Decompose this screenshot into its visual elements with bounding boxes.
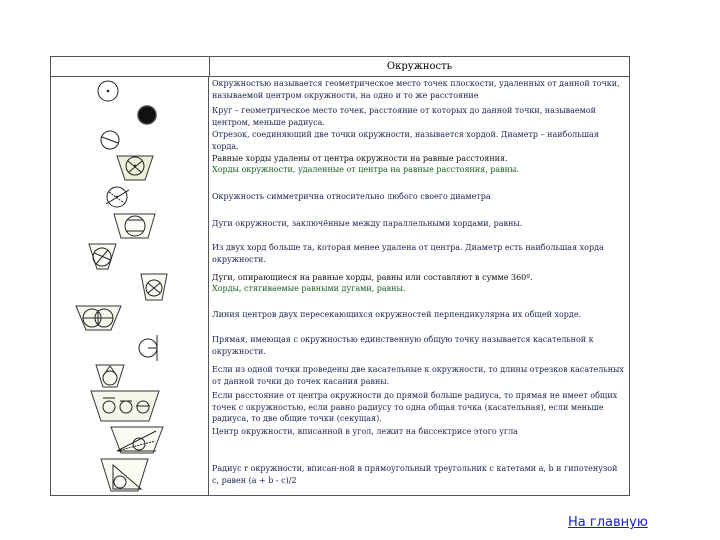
- figure-cell: [51, 363, 209, 389]
- right-triangle-incircle-figure-icon: [51, 455, 209, 495]
- table-row: [51, 104, 629, 128]
- table-row: [51, 455, 629, 495]
- chord-figure-icon: [51, 128, 209, 152]
- row-text: Дуги, опирающиеся на равные хорды, равны или составляют в сумме 360º.: [212, 273, 533, 282]
- figure-cell: [51, 104, 209, 128]
- symmetry-figure-icon: [51, 184, 209, 211]
- larger-chord-figure-icon: [51, 241, 209, 271]
- row-text: Если расстояние от центра окружности до прямой больше радиуса, то прямая не имеет общих точек с окружностью, если равно радиусу то одна общая точка (касательная), если меньше радиуса, то две общие точки (секущая).: [212, 391, 618, 423]
- table-row: [51, 211, 629, 241]
- row-text: Если из одной точки проведены две касательные к окружности, то длины отрезков касательных от данной точки до точек касания равны.: [212, 365, 624, 386]
- figure-cell: [51, 211, 209, 241]
- table-row: [51, 241, 629, 271]
- row-text: Окружностью называется геометрическое место точек плоскости, удаленных от данной точки, называемой центром окружности, на одно и то же расстояние: [212, 79, 620, 100]
- figure-cell: [51, 389, 209, 425]
- row-text: Центр окружности, вписанной в угол, лежит на биссектрисе этого угла: [212, 427, 518, 436]
- equal-chords-figure-icon: [51, 152, 209, 184]
- figure-cell: [51, 184, 209, 211]
- table-row: [51, 271, 629, 303]
- two-tangents-figure-icon: [51, 363, 209, 389]
- figure-cell: [51, 77, 209, 104]
- table-row: [51, 303, 629, 333]
- main-page-link[interactable]: На главную: [568, 515, 648, 530]
- row-text: Круг – геометрическое место точек, расстояние от которых до данной точки, называемой центром, меньше радиуса.: [212, 106, 597, 127]
- figure-cell: [51, 152, 209, 184]
- theory-table: [50, 56, 630, 496]
- row-text: Хорды окружности, удаленные от центра на равные расстояния, равны.: [212, 165, 519, 174]
- title-empty-cell: [51, 57, 210, 76]
- equal-arcs-figure-icon: [51, 271, 209, 303]
- figure-cell: [51, 303, 209, 333]
- table-row: [51, 363, 629, 389]
- row-text: Хорды, стягиваемые равными дугами, равны.: [212, 284, 406, 293]
- row-text: Радиус r окружности, вписан-ной в прямоугольный треугольник с катетами a, b и гипотенузой c, равен (a + b - c)/2: [212, 464, 618, 485]
- row-text: Дуги окружности, заключённые между параллельными хордами, равны.: [212, 219, 523, 228]
- table-row: [51, 425, 629, 455]
- title-row: [51, 57, 629, 77]
- row-text: Окружность симметрична относительно любого своего диаметра: [212, 192, 491, 201]
- table-row: [51, 184, 629, 211]
- figure-cell: [51, 333, 209, 363]
- figure-cell: [51, 271, 209, 303]
- circle-center-figure-icon: [51, 77, 209, 104]
- table-row: [51, 152, 629, 184]
- line-circle-position-figure-icon: [51, 389, 209, 425]
- filled-disc-figure-icon: [51, 104, 209, 128]
- row-text: Прямая, имеющая с окружностью единственную общую точку называется касательной к окружности.: [212, 335, 594, 356]
- figure-cell: [51, 241, 209, 271]
- table-row: [51, 128, 629, 152]
- figure-cell: [51, 455, 209, 495]
- table-row: [51, 333, 629, 363]
- row-text: Равные хорды удалены от центра окружности на равные расстояния.: [212, 154, 508, 163]
- intersecting-circles-figure-icon: [51, 303, 209, 333]
- inscribed-in-angle-figure-icon: [51, 425, 209, 455]
- tangent-figure-icon: [51, 333, 209, 363]
- figure-cell: [51, 425, 209, 455]
- table-title: Окружность: [386, 61, 453, 72]
- table-row: [51, 77, 629, 104]
- row-text: Отрезок, соединяющий две точки окружности, называется хордой. Диаметр – наибольшая хорда.: [212, 130, 599, 151]
- figure-cell: [51, 128, 209, 152]
- parallel-chords-figure-icon: [51, 211, 209, 241]
- table-row: [51, 389, 629, 425]
- row-text: Линия центров двух пересекающихся окружностей перпендикулярна их общей хорде.: [212, 310, 582, 319]
- row-text: Из двух хорд больше та, которая менее удалена от центра. Диаметр есть наибольшая хорда окружности.: [212, 243, 604, 264]
